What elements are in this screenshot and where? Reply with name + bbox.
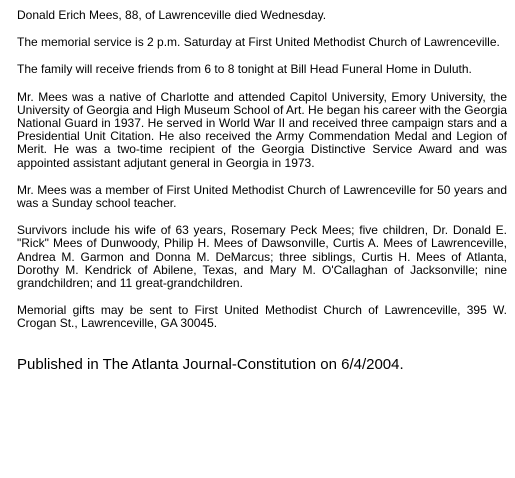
obituary-paragraph-survivors: Survivors include his wife of 63 years, Rosemary Peck Mees; five children, Dr. Donald E. "Rick" Mees of Dunwoody, Philip H. Mees of Dawsonville, Curtis A. Mees of Lawrenceville, Andrea M. Garmon and Donna M. DeMarcus; three siblings, Curtis H. Mees of Atlanta, Dorothy M. Kendrick of Abilene, Texas, and Mary M. O'Callaghan of Jacksonville; nine grandchildren; and 11 great-grandchildren. [17, 223, 507, 291]
obituary-paragraph-visitation: The family will receive friends from 6 to 8 tonight at Bill Head Funeral Home in Duluth. [17, 62, 472, 77]
obituary-paragraph-memorial-gifts: Memorial gifts may be sent to First United Methodist Church of Lawrenceville, 395 W. Crogan St., Lawrenceville, GA 30045. [17, 303, 507, 331]
obituary-paragraph-death-notice: Donald Erich Mees, 88, of Lawrenceville died Wednesday. [17, 8, 327, 22]
obituary-paragraph-church-membership: Mr. Mees was a member of First United Methodist Church of Lawrenceville for 50 years and was a Sunday school teacher. [17, 182, 507, 211]
obituary-paragraph-memorial-service: The memorial service is 2 p.m. Saturday at First United Methodist Church of Lawrenceville. [17, 35, 500, 50]
obituary-paragraph-biography: Mr. Mees was a native of Charlotte and attended Capitol University, Emory University, the University of Georgia and High Museum School of Art. He began his career with the Georgia National Guard in 1937. He served in World War II and received three campaign stars and a Presidential Unit Citation. He also received the Army Commendation Medal and Legion of Merit. He was a two-time recipient of the Georgia Distinctive Service Award and was appointed assistant adjutant general in Georgia in 1973. [17, 89, 507, 170]
obituary-text [17, 9, 507, 373]
publication-credit: Published in The Atlanta Journal-Constitution on 6/4/2004. [17, 355, 404, 373]
